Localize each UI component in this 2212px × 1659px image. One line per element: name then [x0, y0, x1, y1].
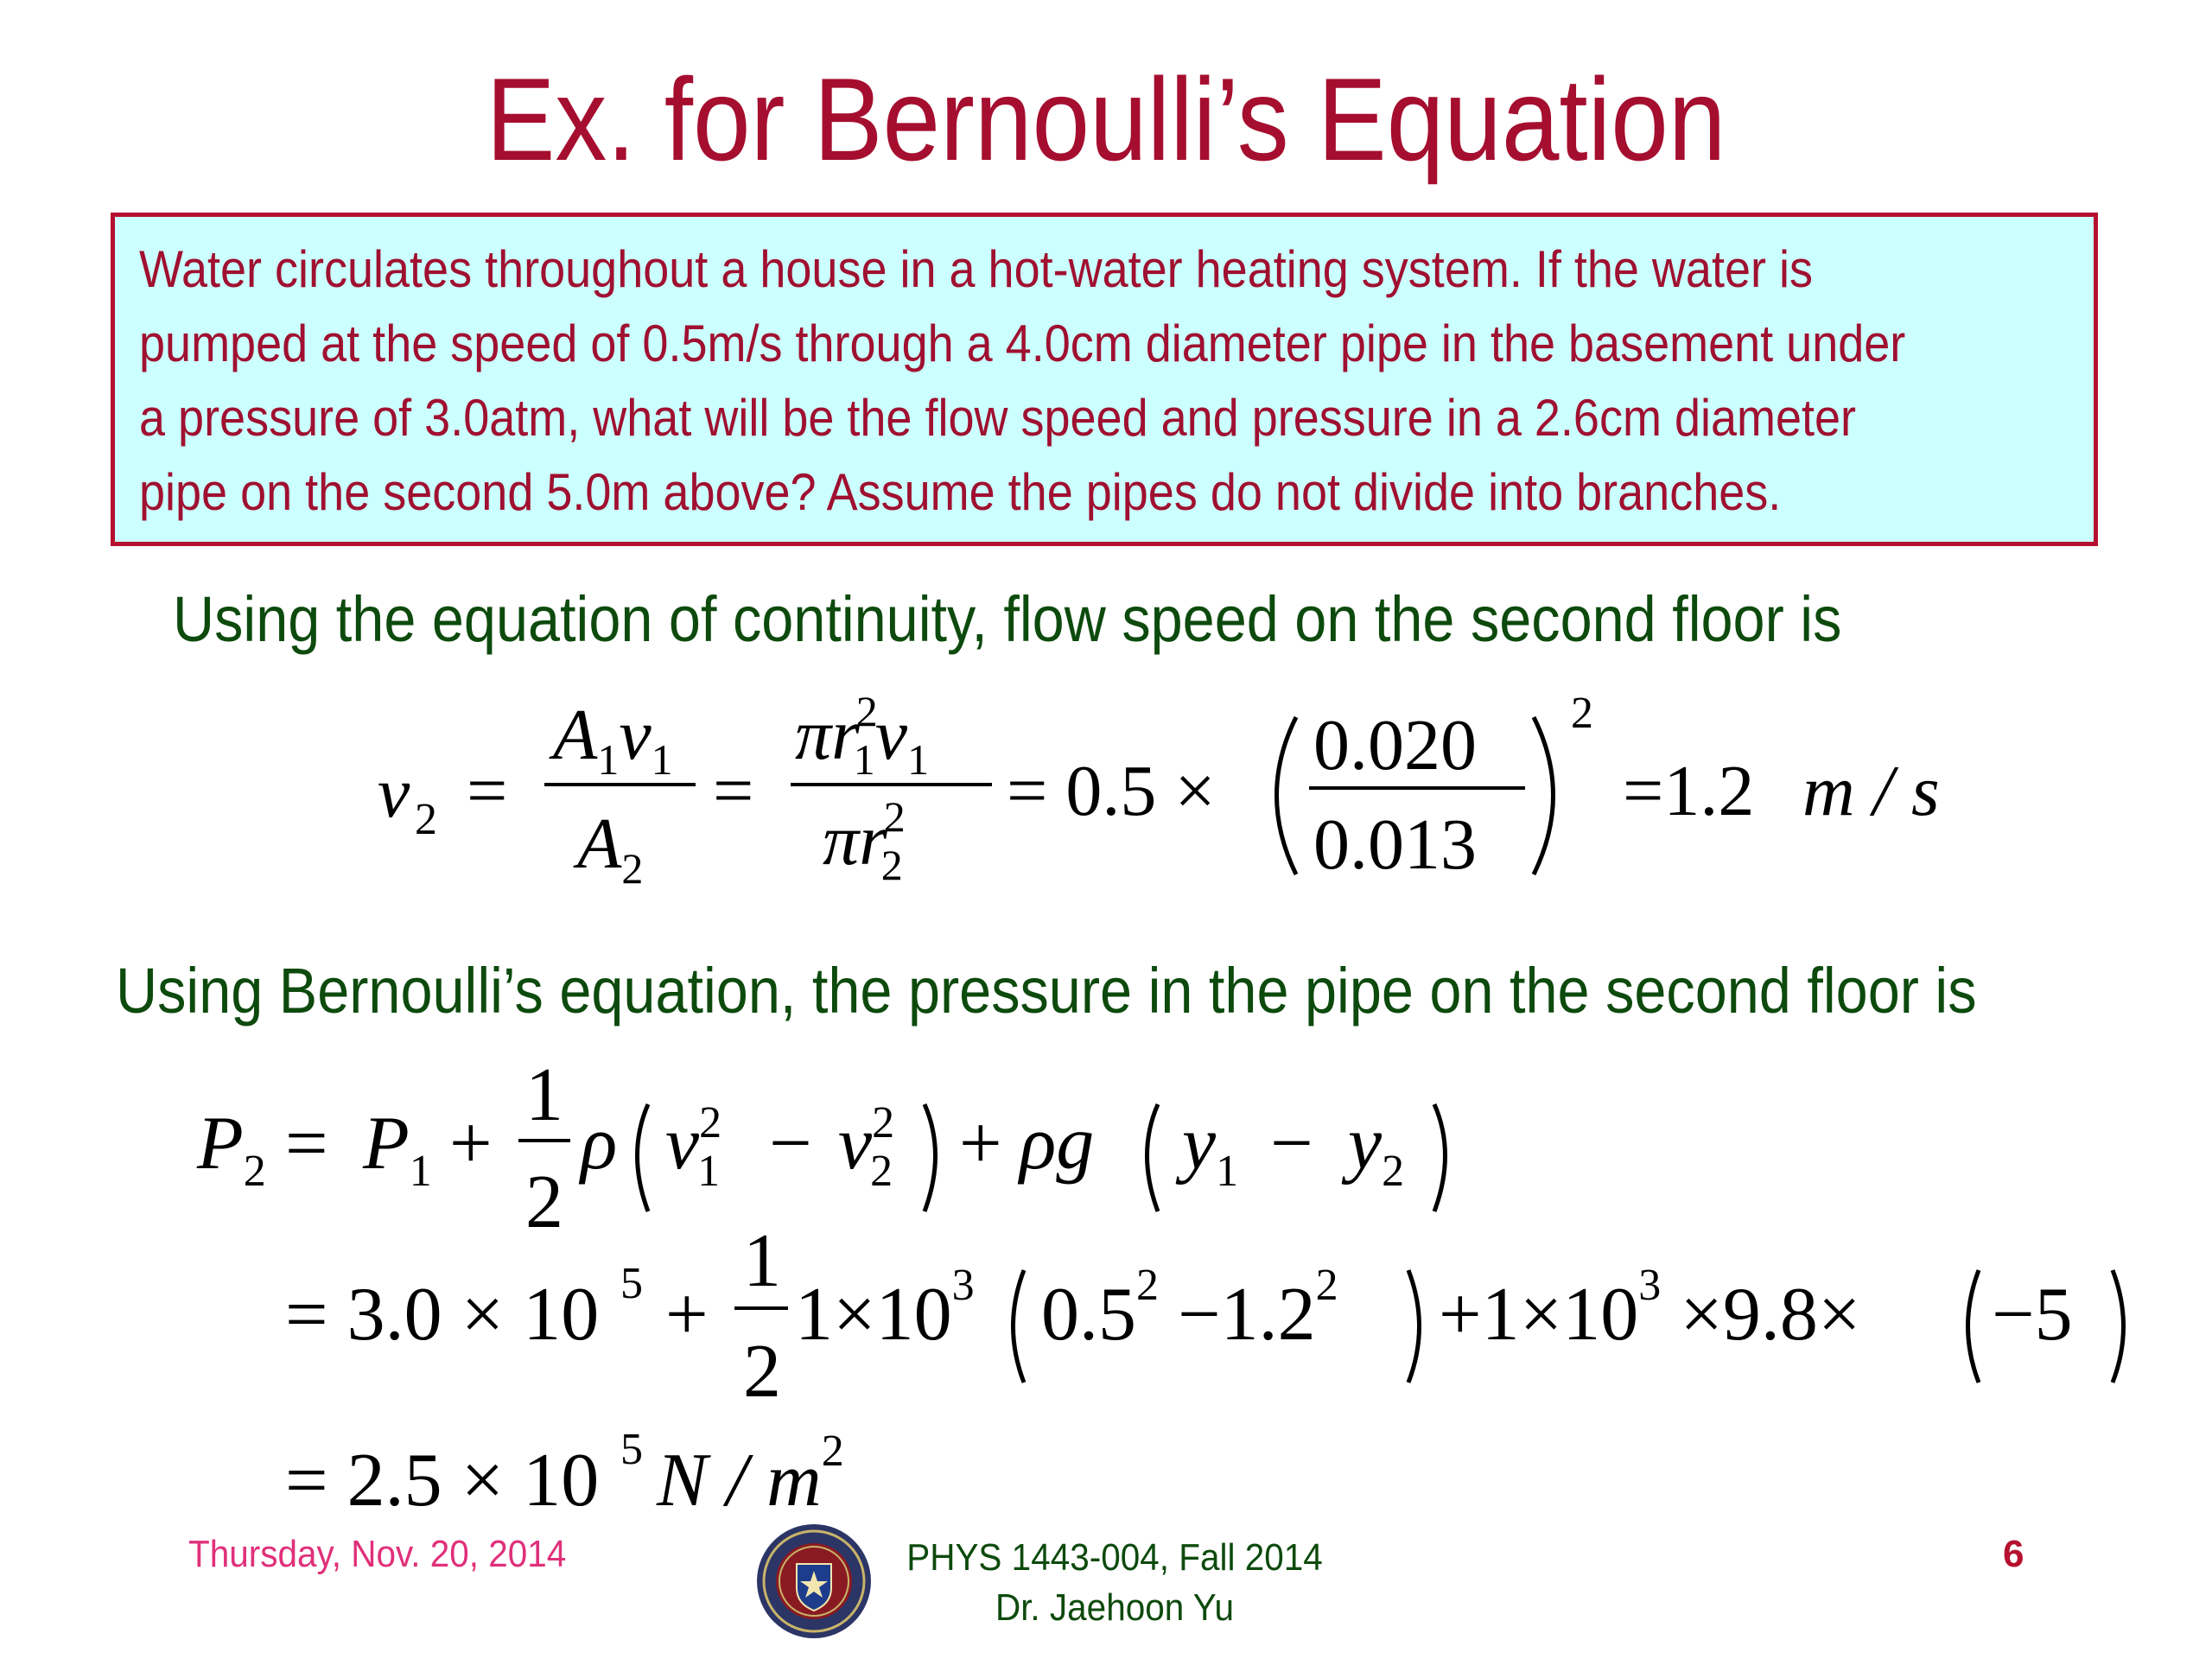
problem-line: pumped at the speed of 0.5m/s through a 4.0cm diameter pipe in the basement under [139, 315, 1906, 372]
eq-half-num: 1 [525, 1053, 563, 1137]
eq-minus: − [769, 1102, 812, 1185]
eq-result-unit: m / s [1802, 751, 1940, 831]
university-seal-icon [753, 1521, 874, 1642]
eq-height-diff: −5 [1992, 1273, 2073, 1357]
paren-left [1968, 1270, 1980, 1382]
eq-result: = 2.5 × 10 [285, 1439, 600, 1522]
eq-sub-exp: 5 [620, 1259, 643, 1308]
eq-exponent: 2 [1571, 689, 1593, 738]
eq-plus: + [665, 1273, 709, 1357]
paren-right [925, 1104, 936, 1211]
eq-p2: $P_2$ [197, 1102, 266, 1196]
eq-v2sq: $v^2$ 2 [838, 1098, 895, 1196]
eq-a1v1: $A_1v_1$ [553, 695, 673, 784]
footer-course-info [876, 1533, 1353, 1633]
eq-gravity-term: $+1\times 10^3 \times 9.8\times$ [1439, 1261, 1861, 1357]
eq-result-value: =1.2 [1623, 751, 1755, 831]
eq-coefficient: = 0.5 × [1007, 751, 1216, 831]
eq-equals: = [285, 1102, 328, 1185]
eq-denominator: 0.013 [1313, 804, 1477, 885]
paren-right [2113, 1270, 2124, 1382]
bernoulli-statement: Using Bernoulli’s equation, the pressure in the pipe on the second floor is [116, 955, 1977, 1027]
eq-half-num: 1 [743, 1219, 781, 1303]
problem-line: a pressure of 3.0atm, what will be the flow speed and pressure in a 2.6cm diameter [139, 389, 1857, 447]
eq-y2: $y_2$ [1348, 1102, 1405, 1196]
paren-left [1014, 1270, 1025, 1382]
eq-v2-sub: 2 [415, 795, 437, 844]
paren-left [1147, 1104, 1159, 1211]
eq-rho: ρ [581, 1102, 618, 1185]
eq-result-exp: 5 [620, 1425, 643, 1474]
paren-right [1408, 1270, 1420, 1382]
eq-plus: + [959, 1102, 1002, 1185]
eq-v2-lhs: v [378, 753, 410, 833]
paren-right [1434, 1104, 1446, 1211]
eq-density: $1\times 10^3$ [795, 1261, 975, 1357]
eq-substitution: = 3.0 × 10 [285, 1273, 600, 1357]
eq-minus: − [1270, 1102, 1313, 1185]
problem-line: Water circulates throughout a house in a hot-water heating system. If the water is [139, 240, 1813, 298]
eq-speeds: $0.5^2 -1.2^2$ [1041, 1261, 1338, 1357]
paren-left [638, 1104, 649, 1211]
eq-a2: $A_2$ [577, 804, 644, 893]
eq-equals: = [713, 751, 754, 831]
footer-date: Thursday, Nov. 20, 2014 [188, 1533, 567, 1575]
eq-p1: $P_1$ [363, 1102, 432, 1196]
eq-pi-r2: πr2 2 [823, 792, 906, 889]
eq-v1sq: $v^2$ 1 [665, 1098, 722, 1196]
eq-y1: $y_1$ [1182, 1102, 1239, 1196]
eq-pi-r1-v1: πr2 $1v_1$ [795, 687, 930, 784]
footer-course: PHYS 1443-004, Fall 2014 [906, 1536, 1323, 1579]
eq-result-unit: N / $m^2$ [657, 1427, 844, 1522]
eq-half-den: 2 [743, 1330, 781, 1414]
eq-rho-g: ρg [1020, 1102, 1095, 1185]
eq-equals: = [467, 751, 508, 831]
slide-title: Ex. for Bernoulli’s Equation [486, 54, 1726, 185]
eq-plus: + [449, 1102, 493, 1185]
eq-numerator: 0.020 [1313, 705, 1477, 785]
continuity-statement: Using the equation of continuity, flow speed on the second floor is [173, 583, 1842, 655]
page-number: 6 [2003, 1533, 2024, 1575]
footer-instructor: Dr. Jaehoon Yu [995, 1586, 1235, 1629]
eq-half-den: 2 [525, 1160, 563, 1244]
problem-line: pipe on the second 5.0m above? Assume the pipes do not divide into branches. [139, 463, 1782, 521]
